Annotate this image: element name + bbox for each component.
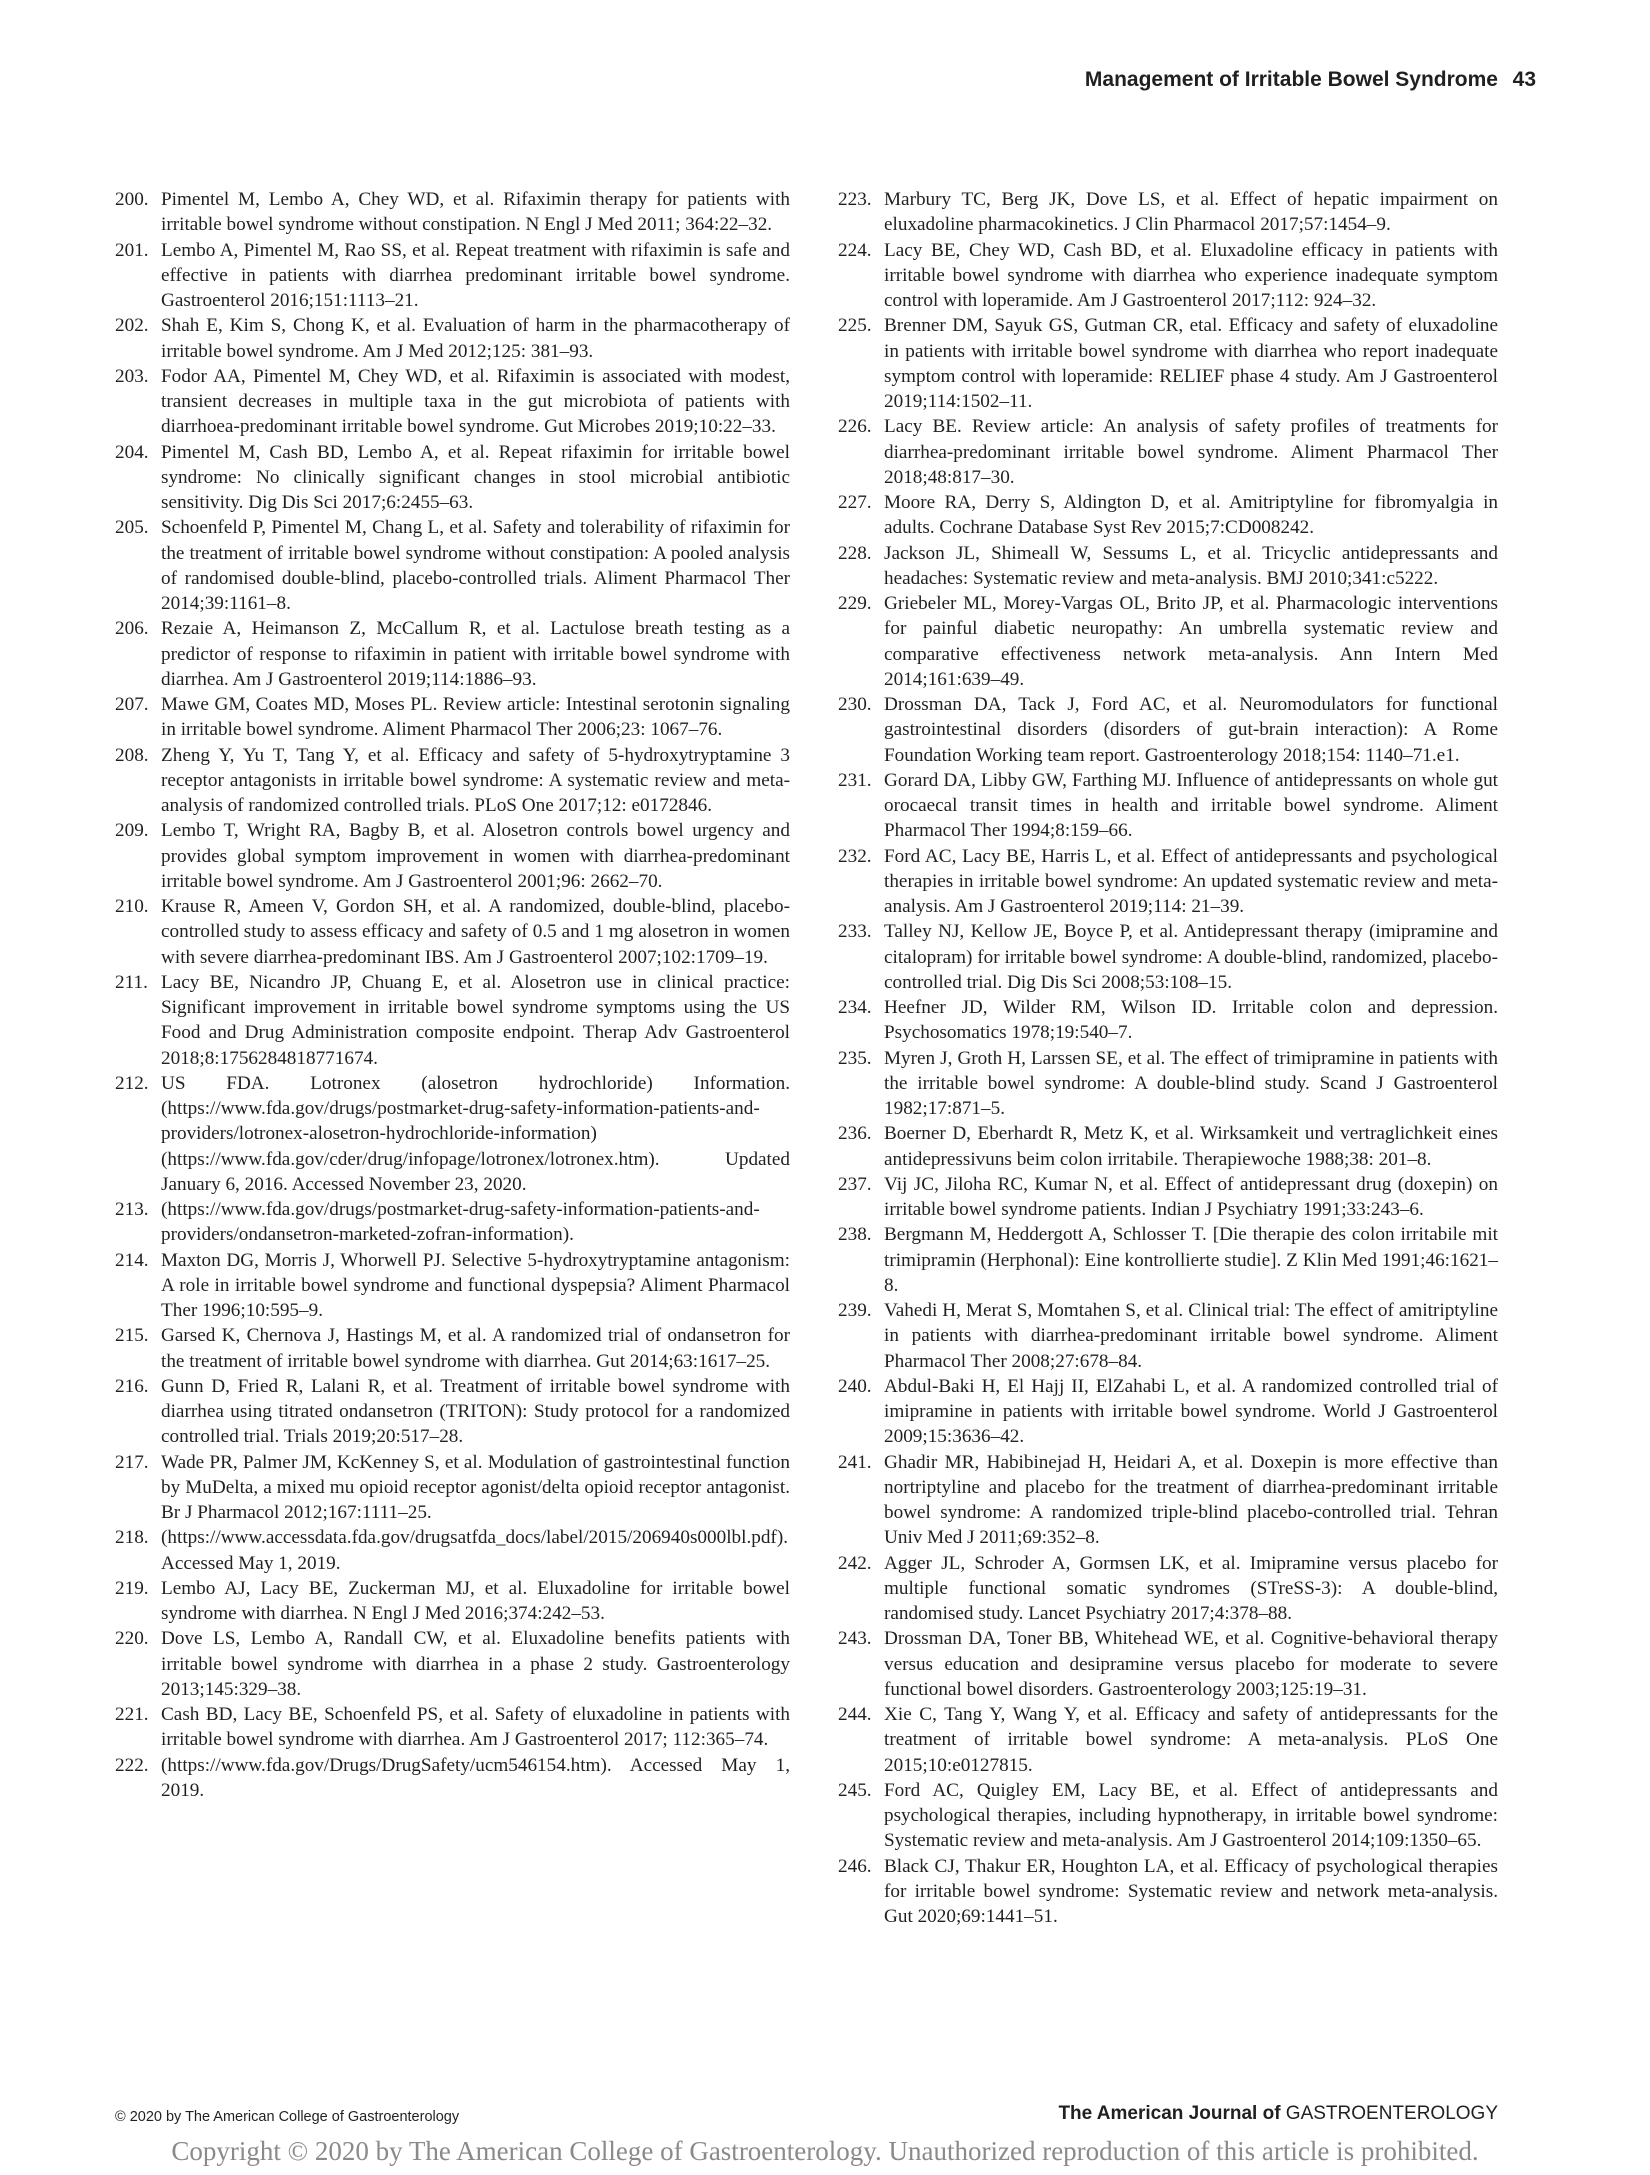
reference-text: Black CJ, Thakur ER, Houghton LA, et al. Efficacy of psychological therapies for irritable bowel syndrome: Systematic review and network meta-analysis. Gut 2020;69:1441–51.	[884, 1855, 1498, 1927]
reference-item	[115, 1626, 790, 1702]
reference-column-right	[838, 187, 1498, 1929]
reference-number: 206.	[115, 618, 149, 640]
reference-number: 236.	[838, 1123, 872, 1145]
reference-item	[115, 440, 790, 516]
reference-item	[115, 1753, 790, 1804]
reference-text: Zheng Y, Yu T, Tang Y, et al. Efficacy and safety of 5-hydroxytryptamine 3 receptor antagonists in irritable bowel syndrome: A systematic review and meta-analysis of randomized controlled trials. PLoS One 2017;12: e0172846.	[161, 744, 790, 816]
reference-text: Myren J, Groth H, Larssen SE, et al. The effect of trimipramine in patients with the irritable bowel syndrome: A double-blind study. Scand J Gastroenterol 1982;17:871–5.	[884, 1047, 1498, 1119]
reference-text: Lacy BE. Review article: An analysis of safety profiles of treatments for diarrhea-predominant irritable bowel syndrome. Aliment Pharmacol Ther 2018;48:817–30.	[884, 416, 1498, 488]
reference-number: 212.	[115, 1072, 149, 1094]
reference-text: Schoenfeld P, Pimentel M, Chang L, et al. Safety and tolerability of rifaximin for the treatment of irritable bowel syndrome without constipation: A pooled analysis of randomised double-blind, placebo-controlled trials. Aliment Pharmacol Ther 2014;39:1161–8.	[161, 517, 790, 614]
reference-number: 234.	[838, 997, 872, 1018]
reference-text: Cash BD, Lacy BE, Schoenfeld PS, et al. Safety of eluxadoline in patients with irritable bowel syndrome with diarrhea. Am J Gastroenterol 2017; 112:365–74.	[161, 1704, 790, 1751]
reference-item	[838, 1626, 1498, 1702]
footer-journal-name	[1058, 2103, 1498, 2125]
reference-number: 202.	[115, 315, 149, 337]
reference-text: Maxton DG, Morris J, Whorwell PJ. Selective 5-hydroxytryptamine antagonism: A role in irritable bowel syndrome and functional dyspepsia? Aliment Pharmacol Ther 1996;10:595–9.	[161, 1249, 790, 1321]
reference-number: 211.	[115, 971, 148, 993]
reference-number: 203.	[115, 365, 149, 387]
reference-number: 221.	[115, 1704, 149, 1725]
reference-text: Lacy BE, Chey WD, Cash BD, et al. Eluxadoline efficacy in patients with irritable bowel syndrome with diarrhea who experience inadequate symptom control with loperamide. Am J Gastroenterol 2017;112: 924–32.	[884, 239, 1498, 311]
reference-column-left	[115, 187, 790, 1803]
reference-number: 224.	[838, 239, 872, 261]
reference-number: 200.	[115, 189, 149, 210]
reference-item	[838, 187, 1498, 238]
reference-number: 217.	[115, 1451, 149, 1473]
reference-number: 219.	[115, 1577, 149, 1599]
reference-text: Lacy BE, Nicandro JP, Chuang E, et al. Alosetron use in clinical practice: Significant improvement in irritable bowel syndrome symptoms using the US Food and Drug Administration composite endpoint. Therap Adv Gastroenterol 2018;8:1756284818771674.	[161, 971, 790, 1069]
reference-text: Drossman DA, Tack J, Ford AC, et al. Neuromodulators for functional gastrointestinal disorders (disorders of gut-brain interaction): A Rome Foundation Working team report. Gastroenterology 2018;154: 1140–71.e1.	[884, 694, 1498, 766]
reference-number: 239.	[838, 1300, 872, 1321]
reference-number: 240.	[838, 1375, 872, 1397]
reference-item	[838, 1450, 1498, 1551]
reference-text: US FDA. Lotronex (alosetron hydrochloride) Information. (https://www.fda.gov/drugs/postmarket-drug-safety-information-patients-and-providers/lotronex-alosetron-hydrochloride-information) (https://www.fda.gov/cder/drug/infopage/lotronex/lotronex.htm). Updated January 6, 2016. Accessed November 23, 2020.	[161, 1072, 790, 1195]
reference-number: 231.	[838, 769, 872, 791]
reference-item	[838, 1121, 1498, 1172]
reference-item	[838, 591, 1498, 692]
reference-item	[115, 1197, 790, 1248]
copyright-watermark: Copyright © 2020 by The American College of Gastroenterology. Unauthorized reproduction of this article is prohibited.	[171, 2136, 1479, 2166]
reference-item	[115, 743, 790, 819]
reference-item	[838, 414, 1498, 490]
reference-number: 228.	[838, 542, 872, 564]
reference-number: 232.	[838, 845, 872, 867]
reference-number: 230.	[838, 694, 872, 715]
reference-number: 242.	[838, 1552, 872, 1574]
reference-item	[838, 1702, 1498, 1778]
reference-text: Pimentel M, Lembo A, Chey WD, et al. Rifaximin therapy for patients with irritable bowel syndrome without constipation. N Engl J Med 2011; 364:22–32.	[161, 189, 790, 236]
reference-text: Vij JC, Jiloha RC, Kumar N, et al. Effect of antidepressant drug (doxepin) on irritable bowel syndrome patients. Indian J Psychiatry 1991;33:243–6.	[884, 1173, 1498, 1220]
reference-item	[115, 692, 790, 743]
reference-text: Agger JL, Schroder A, Gormsen LK, et al. Imipramine versus placebo for multiple functional somatic syndromes (STreSS-3): A double-blind, randomised study. Lancet Psychiatry 2017;4:378–88.	[884, 1552, 1498, 1624]
reference-number: 245.	[838, 1779, 872, 1801]
reference-number: 241.	[838, 1451, 872, 1473]
reference-item	[838, 1298, 1498, 1374]
reference-number: 216.	[115, 1375, 149, 1397]
reference-text: Griebeler ML, Morey-Vargas OL, Brito JP, et al. Pharmacologic interventions for painful diabetic neuropathy: An umbrella systematic review and comparative effectiveness network meta-analysis. Ann Intern Med 2014;161:639–49.	[884, 593, 1498, 690]
reference-number: 209.	[115, 820, 149, 842]
reference-item	[115, 970, 790, 1071]
reference-item	[838, 995, 1498, 1046]
reference-text: Xie C, Tang Y, Wang Y, et al. Efficacy and safety of antidepressants for the treatment of irritable bowel syndrome: A meta-analysis. PLoS One 2015;10:e0127815.	[884, 1704, 1498, 1776]
reference-text: Drossman DA, Toner BB, Whitehead WE, et al. Cognitive-behavioral therapy versus education and desipramine versus placebo for moderate to severe functional bowel disorders. Gastroenterology 2003;125:19–31.	[884, 1628, 1498, 1700]
journal-name-caps: GASTROENTEROLOGY	[1285, 2103, 1498, 2124]
reference-number: 218.	[115, 1527, 149, 1549]
reference-number: 213.	[115, 1199, 149, 1220]
reference-text: (https://www.accessdata.fda.gov/drugsatfda_docs/label/2015/206940s000lbl.pdf). Accessed May 1, 2019.	[161, 1527, 789, 1574]
reference-item	[115, 1525, 790, 1576]
reference-number: 246.	[838, 1855, 872, 1877]
reference-item	[838, 490, 1498, 541]
reference-item	[838, 238, 1498, 314]
reference-text: (https://www.fda.gov/Drugs/DrugSafety/ucm546154.htm). Accessed May 1, 2019.	[161, 1754, 790, 1801]
reference-text: Wade PR, Palmer JM, KcKenney S, et al. Modulation of gastrointestinal function by MuDelta, a mixed mu opioid receptor agonist/delta opioid receptor antagonist. Br J Pharmacol 2012;167:1111–25.	[161, 1451, 790, 1523]
reference-item	[115, 616, 790, 692]
reference-text: Abdul-Baki H, El Hajj II, ElZahabi L, et al. A randomized controlled trial of imipramine in patients with irritable bowel syndrome. World J Gastroenterol 2009;15:3636–42.	[884, 1375, 1498, 1448]
reference-number: 210.	[115, 896, 149, 917]
reference-number: 214.	[115, 1249, 149, 1271]
reference-item	[838, 1046, 1498, 1122]
running-title: Management of Irritable Bowel Syndrome	[1084, 68, 1498, 91]
reference-text: Moore RA, Derry S, Aldington D, et al. Amitriptyline for fibromyalgia in adults. Cochrane Database Syst Rev 2015;7:CD008242.	[884, 492, 1498, 539]
reference-item	[115, 1450, 790, 1526]
reference-item	[838, 1778, 1498, 1854]
reference-item	[115, 1374, 790, 1450]
reference-number: 207.	[115, 694, 149, 715]
reference-item	[838, 768, 1498, 844]
reference-item	[838, 919, 1498, 995]
reference-item	[115, 1576, 790, 1627]
reference-text: Vahedi H, Merat S, Momtahen S, et al. Clinical trial: The effect of amitriptyline in patients with diarrhea-predominant irritable bowel syndrome. Aliment Pharmacol Ther 2008;27:678–84.	[884, 1300, 1498, 1372]
page-number: 43	[1512, 68, 1536, 91]
reference-text: Brenner DM, Sayuk GS, Gutman CR, etal. Efficacy and safety of eluxadoline in patients with irritable bowel syndrome with diarrhea who report inadequate symptom control with loperamide: RELIEF phase 4 study. Am J Gastroenterol 2019;114:1502–11.	[884, 315, 1498, 412]
reference-text: Lembo A, Pimentel M, Rao SS, et al. Repeat treatment with rifaximin is safe and effective in patients with diarrhea predominant irritable bowel syndrome. Gastroenterol 2016;151:1113–21.	[161, 239, 790, 311]
reference-text: Heefner JD, Wilder RM, Wilson ID. Irritable colon and depression. Psychosomatics 1978;19:540–7.	[884, 997, 1498, 1044]
reference-item	[115, 1323, 790, 1374]
reference-text: Lembo T, Wright RA, Bagby B, et al. Alosetron controls bowel urgency and provides global symptom improvement in women with diarrhea-predominant irritable bowel syndrome. Am J Gastroenterol 2001;96: 2662–70.	[161, 820, 790, 892]
reference-text: Mawe GM, Coates MD, Moses PL. Review article: Intestinal serotonin signaling in irritable bowel syndrome. Aliment Pharmacol Ther 2006;23: 1067–76.	[161, 694, 790, 741]
reference-item	[115, 1071, 790, 1197]
reference-item	[838, 1172, 1498, 1223]
reference-item	[838, 313, 1498, 414]
reference-text: Marbury TC, Berg JK, Dove LS, et al. Effect of hepatic impairment on eluxadoline pharmacokinetics. J Clin Pharmacol 2017;57:1454–9.	[884, 189, 1498, 236]
reference-item	[115, 313, 790, 364]
reference-number: 201.	[115, 239, 149, 261]
reference-number: 204.	[115, 441, 149, 463]
reference-text: Ford AC, Lacy BE, Harris L, et al. Effect of antidepressants and psychological therapies in irritable bowel syndrome: An updated systematic review and meta-analysis. Am J Gastroenterol 2019;114: 21–39.	[884, 845, 1498, 917]
reference-text: (https://www.fda.gov/drugs/postmarket-drug-safety-information-patients-and-providers/ondansetron-marketed-zofran-information).	[161, 1199, 760, 1246]
reference-number: 237.	[838, 1173, 872, 1195]
reference-item	[115, 1248, 790, 1324]
reference-item	[115, 187, 790, 238]
reference-text: Dove LS, Lembo A, Randall CW, et al. Eluxadoline benefits patients with irritable bowel syndrome with diarrhea in a phase 2 study. Gastroenterology 2013;145:329–38.	[161, 1628, 790, 1700]
reference-item	[115, 238, 790, 314]
reference-text: Jackson JL, Shimeall W, Sessums L, et al. Tricyclic antidepressants and headaches: Systematic review and meta-analysis. BMJ 2010;341:c5222.	[884, 542, 1498, 589]
reference-item	[838, 1374, 1498, 1450]
reference-number: 238.	[838, 1224, 872, 1246]
reference-item	[115, 515, 790, 616]
reference-item	[838, 541, 1498, 592]
running-header	[0, 66, 1650, 96]
reference-text: Bergmann M, Heddergott A, Schlosser T. [Die therapie des colon irritabile mit trimipramin (Herphonal): Eine kontrollierte studie]. Z Klin Med 1991;46:1621–8.	[884, 1224, 1498, 1296]
reference-text: Ford AC, Quigley EM, Lacy BE, et al. Effect of antidepressants and psychological therapies, including hypnotherapy, in irritable bowel syndrome: Systematic review and meta-analysis. Am J Gastroenterol 2014;109:1350–65.	[884, 1779, 1498, 1852]
reference-number: 215.	[115, 1325, 149, 1347]
reference-item	[838, 1551, 1498, 1627]
reference-text: Lembo AJ, Lacy BE, Zuckerman MJ, et al. Eluxadoline for irritable bowel syndrome with diarrhea. N Engl J Med 2016;374:242–53.	[161, 1577, 790, 1624]
reference-number: 205.	[115, 517, 149, 539]
reference-item	[115, 818, 790, 894]
reference-item	[115, 894, 790, 970]
reference-text: Ghadir MR, Habibinejad H, Heidari A, et al. Doxepin is more effective than nortriptyline and placebo for the treatment of diarrhea-predominant irritable bowel syndrome: A randomized triple-blind placebo-controlled trial. Tehran Univ Med J 2011;69:352–8.	[884, 1451, 1498, 1549]
journal-name-bold: The American Journal of	[1058, 2103, 1281, 2124]
reference-item	[115, 1702, 790, 1753]
reference-number: 243.	[838, 1628, 872, 1650]
reference-text: Gunn D, Fried R, Lalani R, et al. Treatment of irritable bowel syndrome with diarrhea using titrated ondansetron (TRITON): Study protocol for a randomized controlled trial. Trials 2019;20:517–28.	[161, 1375, 790, 1448]
reference-text: Garsed K, Chernova J, Hastings M, et al. A randomized trial of ondansetron for the treatment of irritable bowel syndrome with diarrhea. Gut 2014;63:1617–25.	[161, 1325, 790, 1372]
reference-item	[838, 1854, 1498, 1930]
reference-text: Fodor AA, Pimentel M, Chey WD, et al. Rifaximin is associated with modest, transient decreases in multiple taxa in the gut microbiota of patients with diarrhoea-predominant irritable bowel syndrome. Gut Microbes 2019;10:22–33.	[161, 365, 790, 438]
reference-number: 208.	[115, 744, 149, 766]
reference-number: 220.	[115, 1628, 149, 1650]
reference-number: 226.	[838, 416, 872, 438]
reference-number: 235.	[838, 1047, 872, 1069]
reference-text: Rezaie A, Heimanson Z, McCallum R, et al. Lactulose breath testing as a predictor of response to rifaximin in patient with irritable bowel syndrome with diarrhea. Am J Gastroenterol 2019;114:1886–93.	[161, 618, 790, 690]
reference-number: 244.	[838, 1704, 872, 1725]
reference-item	[838, 1222, 1498, 1298]
reference-number: 233.	[838, 921, 872, 943]
reference-item	[838, 692, 1498, 768]
reference-number: 225.	[838, 315, 872, 337]
reference-text: Talley NJ, Kellow JE, Boyce P, et al. Antidepressant therapy (imipramine and citalopram) for irritable bowel syndrome: A double-blind, randomized, placebo-controlled trial. Dig Dis Sci 2008;53:108–15.	[884, 921, 1498, 993]
reference-text: Krause R, Ameen V, Gordon SH, et al. A randomized, double-blind, placebo-controlled study to assess efficacy and safety of 0.5 and 1 mg alosetron in women with severe diarrhea-predominant IBS. Am J Gastroenterol 2007;102:1709–19.	[161, 896, 790, 968]
reference-item	[838, 844, 1498, 920]
reference-text: Pimentel M, Cash BD, Lembo A, et al. Repeat rifaximin for irritable bowel syndrome: No clinically significant changes in stool microbial antibiotic sensitivity. Dig Dis Sci 2017;6:2455–63.	[161, 441, 790, 513]
footer-copyright: © 2020 by The American College of Gastroenterology	[115, 2109, 460, 2125]
reference-text: Shah E, Kim S, Chong K, et al. Evaluation of harm in the pharmacotherapy of irritable bowel syndrome. Am J Med 2012;125: 381–93.	[161, 315, 790, 362]
reference-number: 223.	[838, 189, 872, 210]
reference-number: 227.	[838, 492, 872, 513]
reference-number: 229.	[838, 593, 872, 614]
reference-text: Gorard DA, Libby GW, Farthing MJ. Influence of antidepressants on whole gut orocaecal transit times in health and irritable bowel syndrome. Aliment Pharmacol Ther 1994;8:159–66.	[884, 769, 1498, 842]
reference-text: Boerner D, Eberhardt R, Metz K, et al. Wirksamkeit und vertraglichkeit eines antidepressivuns beim colon irritabile. Therapiewoche 1988;38: 201–8.	[884, 1123, 1498, 1170]
reference-item	[115, 364, 790, 440]
reference-number: 222.	[115, 1754, 149, 1776]
